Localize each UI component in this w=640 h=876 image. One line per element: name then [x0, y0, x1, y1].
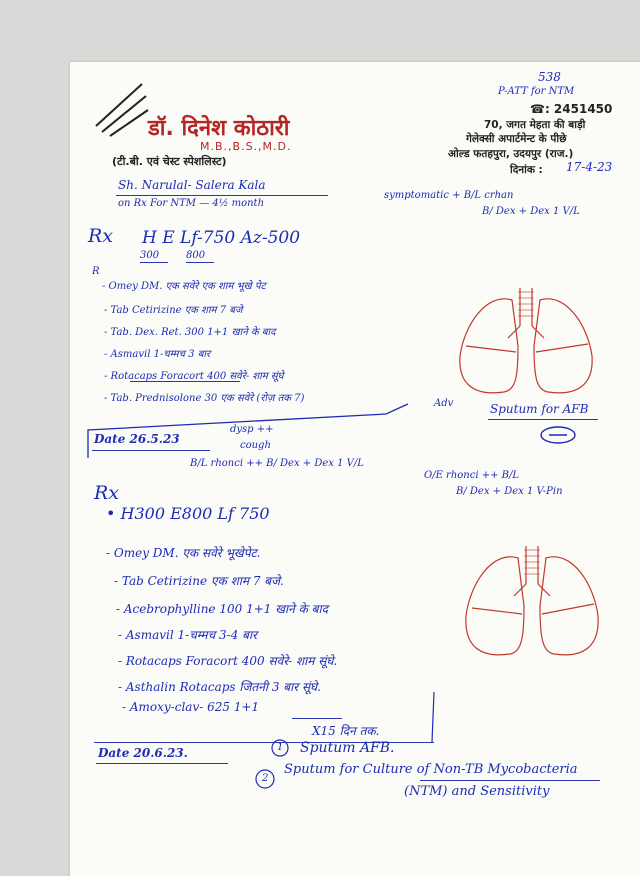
underline	[292, 718, 342, 719]
med-item: - Tab. Prednisolone 30 एक सवेरे (रोज़ तक 7)	[104, 393, 305, 404]
address-line3: ओल्ड फतहपुरा, उदयपुर (राज.)	[448, 148, 574, 160]
underline	[130, 381, 240, 382]
underline	[186, 262, 214, 263]
address-line1: 70, जगत मेहता की बाड़ी	[484, 119, 586, 131]
lungs-diagram-1	[456, 286, 596, 402]
complaint-1: dysp ++	[230, 424, 274, 435]
visit-date: Date 26.5.23	[94, 432, 180, 446]
lungs-diagram-2	[462, 544, 602, 664]
exam-oe-2: B/ Dex + Dex 1 V-Pin	[456, 486, 563, 497]
logo-strokes	[92, 78, 152, 138]
med-item: - Tab Cetirizine एक शाम 7 बजे.	[114, 574, 284, 588]
underline	[96, 763, 228, 764]
date-label: दिनांक :	[510, 164, 543, 176]
med-item: - Asmavil 1-चम्मच 3-4 बार	[118, 628, 258, 642]
med-item: - Omey DM. एक सवेरे एक शाम भूखे पेट	[102, 281, 266, 292]
underline	[116, 195, 328, 196]
register-note: P-ATT for NTM	[498, 86, 575, 97]
regimen-2: • H300 E800 Lf 750	[106, 504, 270, 523]
phone-number: ☎: 2451450	[530, 102, 613, 116]
findings: B/L rhonci ++ B/ Dex + Dex 1 V/L	[190, 458, 364, 469]
rx-symbol-small: R	[92, 266, 100, 277]
underline	[488, 419, 598, 420]
item-number: 1	[277, 742, 284, 753]
med-item: - Asthalin Rotacaps जितनी 3 बार सूंघे.	[118, 680, 321, 694]
investigation-2: Sputum for Culture of Non-TB Mycobacteria	[284, 762, 578, 777]
med-item: - Tab Cetirizine एक शाम 7 बजे	[104, 305, 243, 316]
regimen-e-dose: 800	[186, 250, 206, 261]
med-item: - Tab. Dex. Ret. 300 1+1 खाने के बाद	[104, 327, 276, 338]
doctor-degree: M.B.,B.S.,M.D.	[200, 140, 292, 153]
underline	[140, 262, 168, 263]
doctor-name: डॉ. दिनेश कोठारी	[148, 116, 290, 141]
rx-symbol-2: Rx	[94, 482, 120, 504]
med-item: - Amoxy-clav- 625 1+1	[122, 700, 260, 714]
med-item: - Asmavil 1-चम्मच 3 बार	[104, 349, 211, 360]
item-number: 2	[262, 773, 269, 784]
underline	[420, 780, 600, 781]
negative-result-circle	[538, 424, 578, 446]
investigation-1: Sputum AFB.	[300, 740, 395, 756]
investigation-2b: (NTM) and Sensitivity	[404, 784, 550, 799]
exam-oe: O/E rhonci ++ B/L	[424, 470, 519, 481]
duration: X15 दिन तक.	[312, 724, 380, 738]
sputum-advice: Sputum for AFB	[490, 402, 589, 416]
date-value: 17-4-23	[566, 160, 613, 174]
regimen-main: H E Lf-750 Az-500	[142, 228, 301, 248]
med-item: - Omey DM. एक सवेरे भूखेपेट.	[106, 546, 261, 560]
doctor-specialty: (टी.बी. एवं चेस्ट स्पेशलिस्ट)	[112, 155, 227, 168]
advice-label: Adv	[434, 398, 454, 409]
section-divider-curve	[420, 690, 450, 750]
med-item: - Rotacaps Foracort 400 सवेरे- शाम सूंघे	[104, 371, 284, 382]
address-line2: गेलेक्सी अपार्टमेन्ट के पीछे	[466, 133, 567, 145]
patient-name: Sh. Narulal- Salera Kala	[118, 178, 266, 192]
med-item: - Acebrophylline 100 1+1 खाने के बाद	[116, 602, 328, 616]
underline	[92, 450, 210, 451]
med-item: - Rotacaps Foracort 400 सवेरे- शाम सूंघे.	[118, 654, 338, 668]
exam-findings-1: symptomatic + B/L crhan	[384, 190, 514, 201]
regimen-h-dose: 300	[140, 250, 160, 261]
complaint-2: cough	[240, 440, 271, 451]
visit-date: Date 20.6.23.	[98, 746, 188, 760]
exam-findings-2: B/ Dex + Dex 1 V/L	[482, 206, 580, 217]
rx-symbol: Rx	[88, 225, 114, 247]
history-note: on Rx For NTM — 4½ month	[118, 198, 265, 209]
register-number: 538	[538, 70, 561, 84]
